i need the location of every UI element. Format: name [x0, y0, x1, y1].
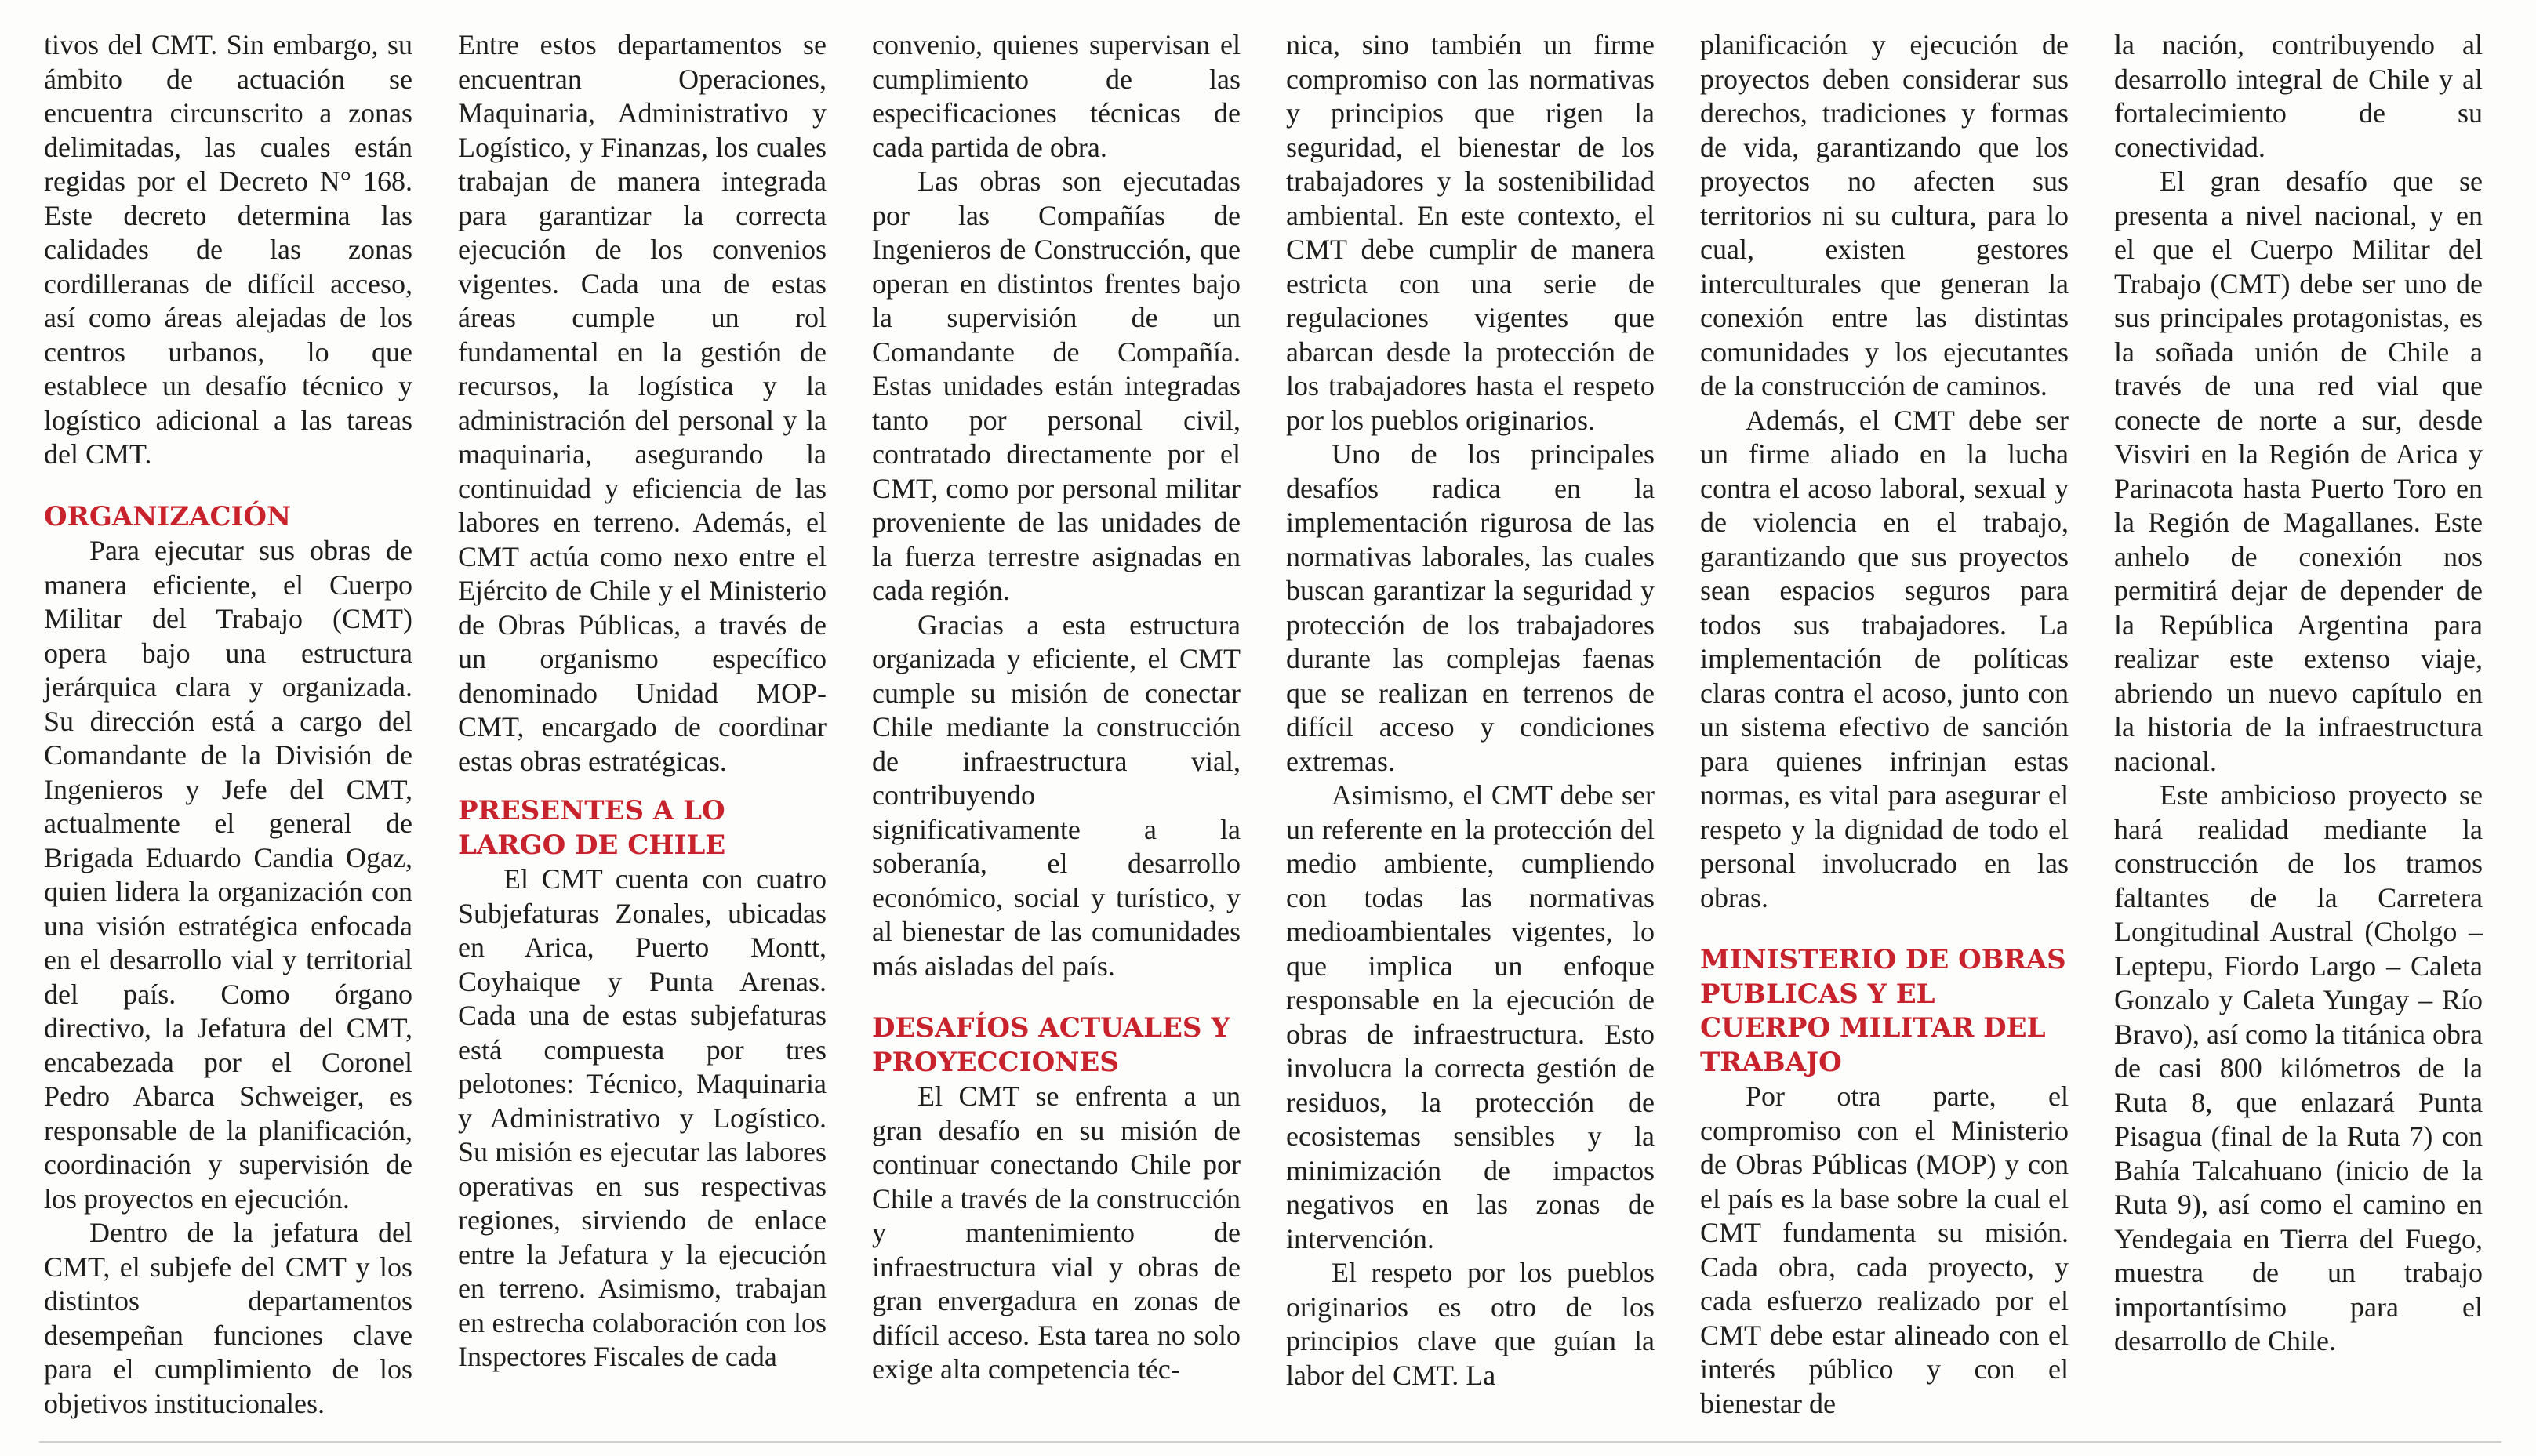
paragraph: El CMT cuenta con cuatro Subjefaturas Zonales, ubicadas en Arica, Puerto Montt, Coyhaique y Punta Arenas. Cada una de estas subjefaturas está compuesta por tres pelotones: Técnico, Maquinaria y Administrativo y Logístico. Su misión es ejecutar las labores operativas en sus respectivas regiones, sirviendo de enlace entre la Jefatura y la ejecución en terreno. Asimismo, trabajan en estrecha colaboración con los Inspectores Fiscales de cada	[458, 863, 827, 1372]
paragraph: El CMT se enfrenta a un gran desafío en su misión de continuar conectando Chile por Chile a través de la construcción y mantenimiento de infraestructura vial y obras de gran envergadura en zonas de difícil acceso. Esta tarea no solo exige alta competencia téc-	[872, 1080, 1241, 1385]
article-column-3	[872, 28, 1241, 1387]
bottom-rule	[39, 1441, 2501, 1443]
article-column-1	[44, 28, 412, 1421]
article-column-2	[458, 28, 827, 1374]
paragraph: Gracias a esta estructura organizada y eficiente, el CMT cumple su misión de conectar Chile mediante la construcción de infraestructura vial, contribuyendo significativamente a la soberanía, el desarrollo económico, social y turístico, y al bienestar de las comunidades más aisladas del país.	[872, 608, 1241, 982]
paragraph: tivos del CMT. Sin embargo, su ámbito de actuación se encuentra circunscrito a zonas delimitadas, las cuales están regidas por el Decreto N° 168. Este decreto determina las calidades de las zonas cordilleranas de difícil acceso, así como áreas alejadas de los centros urbanos, lo que establece un desafío técnico y logístico adicional a las tareas del CMT.	[44, 29, 412, 470]
paragraph: planificación y ejecución de proyectos deben considerar sus derechos, tradiciones y formas de vida, garantizando que los proyectos no afecten sus territorios ni su cultura, para lo cual, existen gestores interculturales que generan la conexión entre las distintas comunidades y los ejecutantes de la construcción de caminos.	[1700, 29, 2069, 401]
paragraph: Además, el CMT debe ser un firme aliado en la lucha contra el acoso laboral, sexual y de violencia en el trabajo, garantizando que sus proyectos sean espacios seguros para todos sus trabajadores. La implementación de políticas claras contra el acoso, junto con un sistema efectivo de sanción para quienes infrinjan estas normas, es vital para asegurar el respeto y la dignidad de todo el personal involucrado en las obras.	[1700, 404, 2069, 913]
article-column-5	[1700, 28, 2069, 1421]
paragraph: Por otra parte, el compromiso con el Ministerio de Obras Públicas (MOP) y con el país es la base sobre la cual el CMT fundamenta su misión. Cada obra, cada proyecto, y cada esfuerzo realizado por el CMT debe estar alineado con el interés público y con el bienestar de	[1700, 1080, 2069, 1419]
paragraph: Dentro de la jefatura del CMT, el subjefe del CMT y los distintos departamentos desempeñan funciones clave para el cumplimiento de los objetivos institucionales.	[44, 1217, 412, 1419]
paragraph: El gran desafío que se presenta a nivel nacional, y en el que el Cuerpo Militar del Trabajo (CMT) debe ser uno de sus principales protagonistas, es la soñada unión de Chile a través de una red vial que conecte de norte a sur, desde Visviri en la Región de Arica y Parinacota hasta Puerto Toro en la Región de Magallanes. Este anhelo de conexión nos permitirá dejar de depender de la República Argentina para realizar este extenso viaje, abriendo un nuevo capítulo en la historia de la infraestructura nacional.	[2114, 165, 2483, 777]
paragraph: Uno de los principales desafíos radica en la implementación rigurosa de las normativas laborales, las cuales buscan garantizar la seguridad y protección de los trabajadores durante las complejas faenas que se realizan en terrenos de difícil acceso y condiciones extremas.	[1286, 438, 1655, 777]
article-column-4	[1286, 28, 1655, 1392]
paragraph: nica, sino también un firme compromiso con las normativas y principios que rigen la seguridad, el bienestar de los trabajadores y la sostenibilidad ambiental. En este contexto, el CMT debe cumplir de manera estricta con una serie de regulaciones vigentes que abarcan desde la protección de los trabajadores hasta el respeto por los pueblos originarios.	[1286, 29, 1655, 436]
section-heading-ministerio: MINISTERIO DE OBRAS PUBLICAS Y EL CUERPO MILITAR DEL TRABAJO	[1700, 944, 2066, 1078]
paragraph: convenio, quienes supervisan el cumplimiento de las especificaciones técnicas de cada partida de obra.	[872, 29, 1241, 163]
paragraph: Asimismo, el CMT debe ser un referente en la protección del medio ambiente, cumpliendo con todas las normativas medioambientales vigentes, lo que implica un enfoque responsable en la ejecución de obras de infraestructura. Esto involucra la correcta gestión de residuos, la protección de ecosistemas sensibles y la minimización de impactos negativos en las zonas de intervención.	[1286, 779, 1655, 1254]
paragraph: Entre estos departamentos se encuentran Operaciones, Maquinaria, Administrativo y Logístico, y Finanzas, los cuales trabajan de manera integrada para garantizar la correcta ejecución de los convenios vigentes. Cada una de estas áreas cumple un rol fundamental en la gestión de recursos, la logística y la administración del personal y la maquinaria, asegurando la continuidad y eficiencia de las labores en terreno. Además, el CMT actúa como nexo entre el Ejército de Chile y el Ministerio de Obras Públicas, a través de un organismo específico denominado Unidad MOP-CMT, encargado de coordinar estas obras estratégicas.	[458, 29, 827, 777]
section-heading-organizacion: ORGANIZACIÓN	[44, 500, 292, 532]
paragraph: Este ambicioso proyecto se hará realidad mediante la construcción de los tramos faltantes de la Carretera Longitudinal Austral (Cholgo – Leptepu, Fiordo Largo – Caleta Gonzalo y Caleta Yungay – Río Bravo), así como la titánica obra de casi 800 kilómetros de la Ruta 8, que enlazará Punta Pisagua (final de la Ruta 7) con Bahía Talcahuano (inicio de la Ruta 9), así como el camino en Yendegaia en Tierra del Fuego, muestra de un trabajo importantísimo para el desarrollo de Chile.	[2114, 779, 2483, 1356]
paragraph: Las obras son ejecutadas por las Compañías de Ingenieros de Construcción, que operan en distintos frentes bajo la supervisión de un Comandante de Compañía. Estas unidades están integradas tanto por personal civil, contratado directamente por el CMT, como por personal militar proveniente de las unidades de la fuerza terrestre asignadas en cada región.	[872, 165, 1241, 606]
section-heading-desafios: DESAFÍOS ACTUALES Y PROYECCIONES	[872, 1012, 1230, 1078]
paragraph: la nación, contribuyendo al desarrollo integral de Chile y al fortalecimiento de su conectividad.	[2114, 29, 2483, 163]
section-heading-presentes: PRESENTES A LO LARGO DE CHILE	[458, 795, 726, 861]
paragraph: El respeto por los pueblos originarios es otro de los principios clave que guían la labor del CMT. La	[1286, 1257, 1655, 1391]
article-column-6	[2114, 28, 2483, 1359]
paragraph: Para ejecutar sus obras de manera eficiente, el Cuerpo Militar del Trabajo (CMT) opera bajo una estructura jerárquica clara y organizada. Su dirección está a cargo del Comandante de la División de Ingenieros y Jefe del CMT, actualmente el general de Brigada Eduardo Candia Ogaz, quien lidera la organización con una visión estratégica enfocada en el desarrollo vial y territorial del país. Como órgano directivo, la Jefatura del CMT, encabezada por el Coronel Pedro Abarca Schweiger, es responsable de la planificación, coordinación y supervisión de los proyectos en ejecución.	[44, 535, 412, 1215]
